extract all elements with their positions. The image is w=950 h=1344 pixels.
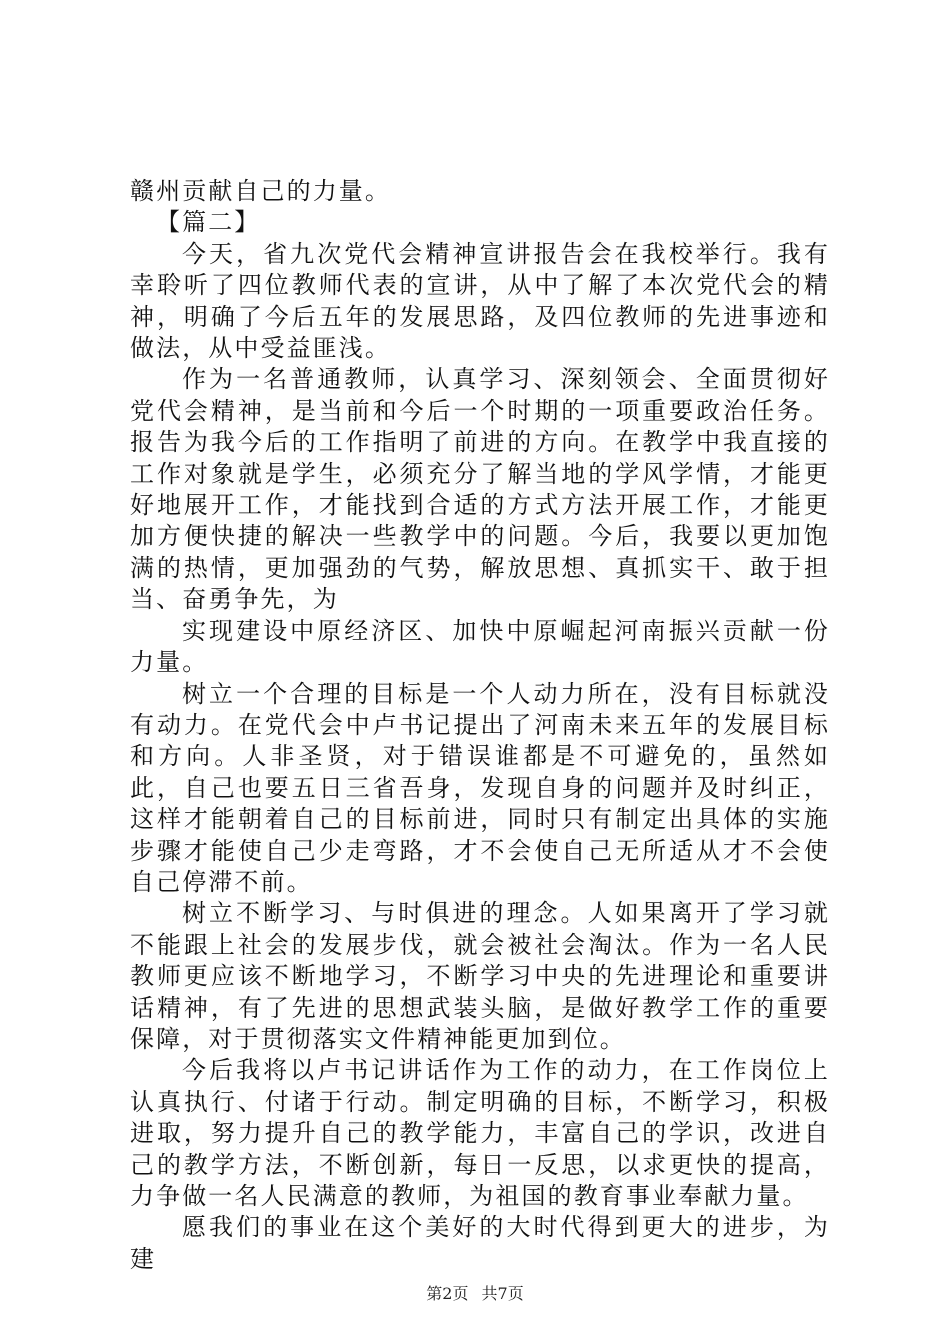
- paragraph: 今后我将以卢书记讲话作为工作的动力，在工作岗位上认真执行、付诸于行动。制定明确的目标，不断学习，积极进取，努力提升自己的教学能力，丰富自己的学识，改进自己的教学方法，不断创新，每日一反思，以求更快的提高，力争做一名人民满意的教师，为祖国的教育事业奉献力量。: [130, 1056, 830, 1210]
- page-total: 共7页: [481, 1284, 524, 1303]
- paragraph-continuation: 赣州贡献自己的力量。: [130, 177, 391, 205]
- page-footer: [0, 1281, 950, 1304]
- paragraph: 愿我们的事业在这个美好的大时代得到更大的进步，为建: [130, 1213, 830, 1273]
- paragraph: 作为一名普通教师，认真学习、深刻领会、全面贯彻好党代会精神，是当前和今后一个时期的一项重要政治任务。报告为我今后的工作指明了前进的方向。在教学中我直接的工作对象就是学生，必须充分了解当地的学风学情，才能更好地展开工作，才能找到合适的方式方法开展工作，才能更加方便快捷的解决一些教学中的问题。今后，我要以更加饱满的热情，更加强劲的气势，解放思想、真抓实干、敢于担当、奋勇争先，为: [130, 365, 830, 614]
- paragraph: 今天，省九次党代会精神宣讲报告会在我校举行。我有幸聆听了四位教师代表的宣讲，从中了解了本次党代会的精神，明确了今后五年的发展思路，及四位教师的先进事迹和做法，从中受益匪浅。: [130, 239, 830, 363]
- document-body: [130, 176, 830, 1275]
- paragraph: 实现建设中原经济区、加快中原崛起河南振兴贡献一份力量。: [130, 616, 830, 677]
- paragraph: 树立一个合理的目标是一个人动力所在，没有目标就没有动力。在党代会中卢书记提出了河南未来五年的发展目标和方向。人非圣贤，对于错误谁都是不可避免的，虽然如此，自己也要五日三省吾身，发现自身的问题并及时纠正，这样才能朝着自己的目标前进，同时只有制定出具体的实施步骤才能使自己少走弯路，才不会使自己无所适从才不会使自己停滞不前。: [130, 679, 830, 896]
- section-heading: 【篇二】: [156, 208, 261, 237]
- page-number: 第2页: [426, 1284, 469, 1303]
- paragraph: 树立不断学习、与时俱进的理念。人如果离开了学习就不能跟上社会的发展步伐，就会被社会淘汰。作为一名人民教师更应该不断地学习，不断学习中央的先进理论和重要讲话精神，有了先进的思想武装头脑，是做好教学工作的重要保障，对于贯彻落实文件精神能更加到位。: [130, 899, 830, 1053]
